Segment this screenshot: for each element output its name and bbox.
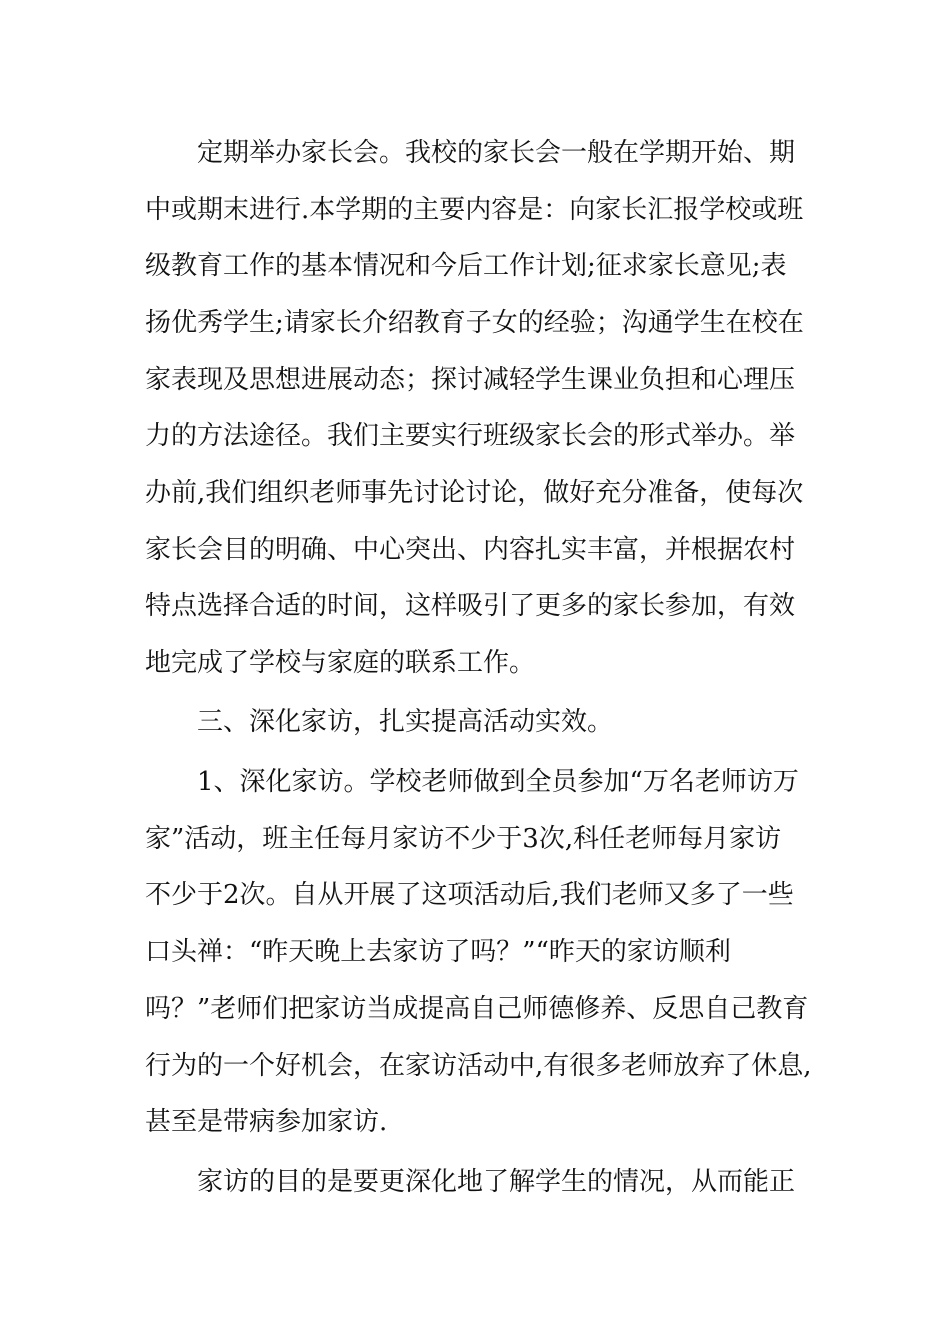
paragraph-1-line-5: 家表现及思想进展动态；探讨减轻学生课业负担和心理压	[145, 365, 796, 395]
paragraph-1-line-2: 中或期末进行.本学期的主要内容是：向家长汇报学校或班	[145, 195, 804, 225]
paragraph-1-line-7: 办前,我们组织老师事先讨论讨论，做好充分准备，使每次	[145, 478, 804, 508]
paragraph-2-line-7: 甚至是带病参加家访.	[145, 1107, 388, 1137]
paragraph-1-line-4: 扬优秀学生;请家长介绍教育子女的经验；沟通学生在校在	[145, 308, 804, 338]
paragraph-2-line-5: 吗？”老师们把家访当成提高自己师德修养、反思自己教育	[145, 994, 809, 1024]
paragraph-3-line-1: 家访的目的是要更深化地了解学生的情况，从而能正	[197, 1167, 796, 1197]
paragraph-1-line-3: 级教育工作的基本情况和今后工作计划;征求家长意见;表	[145, 251, 787, 281]
paragraph-1-line-6: 力的方法途径。我们主要实行班级家长会的形式举办。举	[145, 421, 796, 451]
section-heading: 三、深化家访，扎实提高活动实效。	[197, 707, 614, 737]
paragraph-2-line-4: 口头禅：“昨天晚上去家访了吗？”“昨天的家访顺利	[145, 937, 731, 967]
paragraph-2-line-6: 行为的一个好机会，在家访活动中,有很多老师放弃了休息,	[145, 1051, 812, 1081]
paragraph-2-line-1: 1、深化家访。学校老师做到全员参加“万名老师访万	[197, 767, 799, 797]
paragraph-1-line-10: 地完成了学校与家庭的联系工作。	[145, 648, 536, 678]
paragraph-1-line-9: 特点选择合适的时间，这样吸引了更多的家长参加，有效	[145, 591, 796, 621]
paragraph-2-line-2: 家”活动，班主任每月家访不少于3次,科任老师每月家访	[145, 824, 782, 854]
paragraph-2-line-3: 不少于2次。自从开展了这项活动后,我们老师又多了一些	[145, 880, 794, 910]
paragraph-1-line-8: 家长会目的明确、中心突出、内容扎实丰富，并根据农村	[145, 535, 796, 565]
paragraph-1-line-1: 定期举办家长会。我校的家长会一般在学期开始、期	[197, 138, 796, 168]
